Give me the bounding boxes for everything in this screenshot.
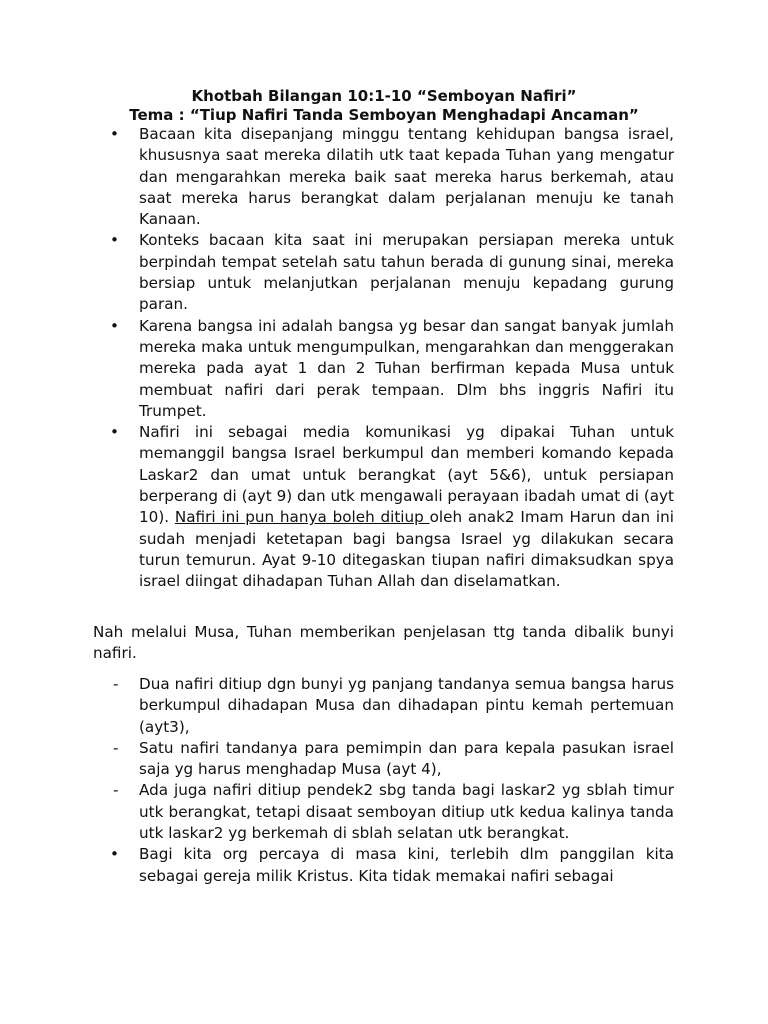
list-item (93, 674, 674, 738)
list-item-text: Konteks bacaan kita saat ini merupakan persiapan mereka untuk berpindah tempat setelah satu tahun berada di gunung sinai, mereka bersiap untuk melanjutkan perjalanan menuju kepadang gurung paran. (139, 231, 674, 314)
list-item-text: Dua nafiri ditiup dgn bunyi yg panjang tandanya semua bangsa harus berkumpul dihadapan Musa dan dihadapan pintu kemah pertemuan (ayt3), (139, 675, 674, 736)
dash-marker: - (113, 781, 119, 800)
list-item (93, 316, 674, 422)
bullet-marker: • (110, 231, 119, 250)
dash-list-signals (93, 674, 674, 887)
bullet-marker: • (110, 125, 119, 143)
list-item-text-after: oleh anak2 Imam Harun dan ini sudah menjadi ketetapan bagi bangsa Israel yg dilakukan secara turun temurun. Ayat 9-10 ditegaskan tiupan nafiri dimaksudkan spya israel diingat dihadapan Tuhan Allah dan diselamatkan. (139, 508, 674, 591)
underlined-text: Nafiri ini pun hanya boleh ditiup (174, 508, 430, 527)
bullet-marker: • (110, 845, 119, 864)
list-item-text-before: Nafiri ini sebagai media komunikasi yg dipakai Tuhan untuk memanggil bangsa Israel berkumpul dan memberi komando kepada Laskar2 dan umat untuk berangkat (ayt 5&6), untuk persiapan berperang di (ayt 9) dan utk mengawali perayaan ibadah umat di (ayt 10). (139, 423, 674, 527)
dash-marker: - (113, 738, 119, 757)
list-item (93, 780, 674, 844)
bullet-marker: • (110, 423, 119, 442)
list-item (93, 738, 674, 781)
dash-marker: - (113, 675, 119, 693)
bullet-marker: • (110, 316, 119, 335)
list-item-text: Bacaan kita disepanjang minggu tentang kehidupan bangsa israel, khususnya saat mereka dilatih utk taat kepada Tuhan yang mengatur dan mengarahkan mereka baik saat mereka harus berkemah, atau saat mereka harus berangkat dalam perjalanan menuju ke tanah Kanaan. (139, 125, 674, 229)
list-item-text: Satu nafiri tandanya para pemimpin dan para kepala pasukan israel saja yg harus menghadap Musa (ayt 4), (139, 738, 674, 779)
bullet-list-context (93, 124, 674, 593)
body-paragraph: Nah melalui Musa, Tuhan memberikan penjelasan ttg tanda dibalik bunyi nafiri. (93, 623, 674, 663)
document-title: Khotbah Bilangan 10:1-10 “Semboyan Nafiri” (191, 87, 577, 105)
list-item (93, 422, 674, 592)
list-item (93, 230, 674, 315)
list-item (93, 844, 674, 887)
list-item-text: Karena bangsa ini adalah bangsa yg besar dan sangat banyak jumlah mereka maka untuk mengumpulkan, mengarahkan dan menggerakan mereka pada ayat 1 dan 2 Tuhan berfirman kepada Musa untuk membuat nafiri dari perak tempaan. Dlm bhs inggris Nafiri itu Trumpet. (139, 316, 674, 420)
list-item-text: Ada juga nafiri ditiup pendek2 sbg tanda bagi laskar2 yg sblah timur utk berangkat, tetapi disaat semboyan ditiup utk kedua kalinya tanda utk laskar2 yg berkemah di sblah selatan utk berangkat. (139, 781, 674, 843)
list-item-text: Bagi kita org percaya di masa kini, terlebih dlm panggilan kita sebagai gereja milik Kristus. Kita tidak memakai nafiri sebagai (139, 845, 674, 885)
list-item (93, 124, 674, 230)
document-subtitle: Tema : “Tiup Nafiri Tanda Semboyan Menghadapi Ancaman” (129, 106, 639, 124)
